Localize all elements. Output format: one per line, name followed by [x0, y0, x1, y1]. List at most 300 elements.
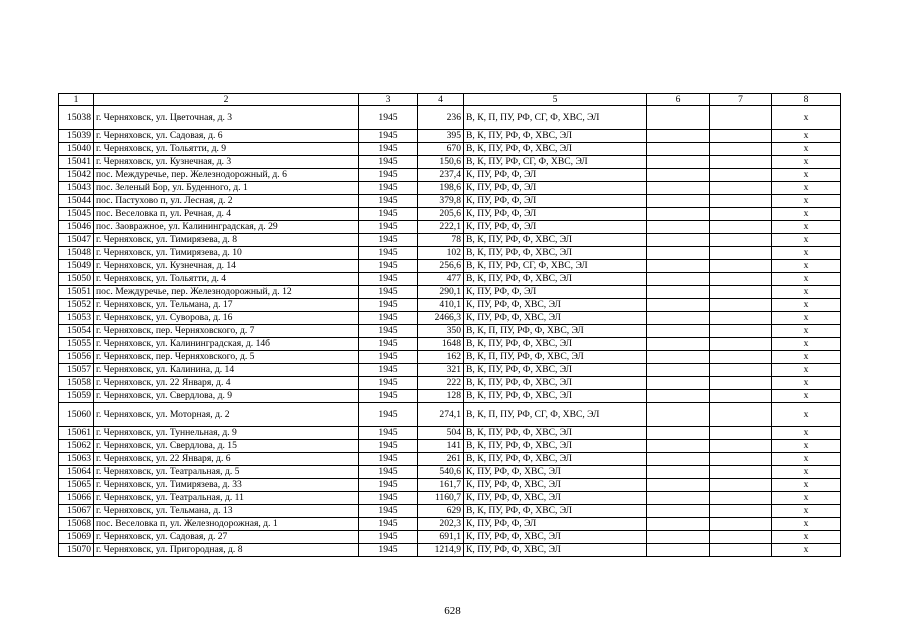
utilities-cell: В, К, ПУ, РФ, Ф, ХВС, ЭЛ: [464, 130, 647, 143]
row-number: 15043: [59, 182, 94, 195]
address-cell: пос. Зеленый Бор, ул. Буденного, д. 1: [94, 182, 359, 195]
row-number: 15069: [59, 531, 94, 544]
address-cell: г. Черняховск, ул. Цветочная, д. 3: [94, 106, 359, 130]
row-number: 15065: [59, 479, 94, 492]
mark-cell: x: [772, 364, 841, 377]
row-number: 15050: [59, 273, 94, 286]
area-cell: 141: [418, 440, 464, 453]
column-6-cell: [647, 208, 710, 221]
column-6-cell: [647, 286, 710, 299]
column-6-cell: [647, 221, 710, 234]
address-cell: г. Черняховск, ул. 22 Января, д. 4: [94, 377, 359, 390]
area-cell: 205,6: [418, 208, 464, 221]
column-7-cell: [710, 143, 772, 156]
year-cell: 1945: [359, 130, 418, 143]
table-row: [59, 286, 841, 299]
column-6-cell: [647, 106, 710, 130]
year-cell: 1945: [359, 453, 418, 466]
row-number: 15068: [59, 518, 94, 531]
utilities-cell: В, К, ПУ, РФ, Ф, ХВС, ЭЛ: [464, 273, 647, 286]
year-cell: 1945: [359, 403, 418, 427]
column-7-cell: [710, 492, 772, 505]
table-row: [59, 338, 841, 351]
area-cell: 2466,3: [418, 312, 464, 325]
utilities-cell: К, ПУ, РФ, Ф, ЭЛ: [464, 208, 647, 221]
year-cell: 1945: [359, 364, 418, 377]
address-cell: г. Черняховск, ул. Тимирязева, д. 33: [94, 479, 359, 492]
mark-cell: x: [772, 130, 841, 143]
utilities-cell: В, К, ПУ, РФ, Ф, ХВС, ЭЛ: [464, 377, 647, 390]
column-7-cell: [710, 106, 772, 130]
area-cell: 504: [418, 427, 464, 440]
mark-cell: x: [772, 143, 841, 156]
column-6-cell: [647, 440, 710, 453]
table-row: [59, 221, 841, 234]
table-row: [59, 518, 841, 531]
area-cell: 274,1: [418, 403, 464, 427]
address-cell: г. Черняховск, ул. Калинина, д. 14: [94, 364, 359, 377]
utilities-cell: В, К, П, ПУ, РФ, Ф, ХВС, ЭЛ: [464, 351, 647, 364]
mark-cell: x: [772, 182, 841, 195]
year-cell: 1945: [359, 390, 418, 403]
area-cell: 1214,9: [418, 544, 464, 557]
table-row: [59, 169, 841, 182]
table-row: [59, 505, 841, 518]
mark-cell: x: [772, 234, 841, 247]
address-cell: г. Черняховск, ул. Театральная, д. 5: [94, 466, 359, 479]
column-6-cell: [647, 247, 710, 260]
utilities-cell: В, К, П, ПУ, РФ, СГ, Ф, ХВС, ЭЛ: [464, 403, 647, 427]
row-number: 15041: [59, 156, 94, 169]
column-7-cell: [710, 466, 772, 479]
mark-cell: x: [772, 106, 841, 130]
address-cell: пос. Веселовка п, ул. Речная, д. 4: [94, 208, 359, 221]
year-cell: 1945: [359, 169, 418, 182]
table-row: [59, 247, 841, 260]
table-row: [59, 182, 841, 195]
year-cell: 1945: [359, 351, 418, 364]
address-cell: г. Черняховск, ул. Тимирязева, д. 10: [94, 247, 359, 260]
address-cell: пос. Пастухово п, ул. Лесная, д. 2: [94, 195, 359, 208]
column-7-cell: [710, 182, 772, 195]
column-header-6: 6: [647, 94, 710, 106]
area-cell: 202,3: [418, 518, 464, 531]
mark-cell: x: [772, 544, 841, 557]
utilities-cell: В, К, ПУ, РФ, Ф, ХВС, ЭЛ: [464, 440, 647, 453]
row-number: 15048: [59, 247, 94, 260]
table-body: [59, 106, 841, 557]
utilities-cell: К, ПУ, РФ, Ф, ХВС, ЭЛ: [464, 312, 647, 325]
address-cell: г. Черняховск, ул. Пригородная, д. 8: [94, 544, 359, 557]
column-6-cell: [647, 299, 710, 312]
year-cell: 1945: [359, 221, 418, 234]
mark-cell: x: [772, 453, 841, 466]
column-7-cell: [710, 440, 772, 453]
year-cell: 1945: [359, 182, 418, 195]
mark-cell: x: [772, 351, 841, 364]
column-6-cell: [647, 403, 710, 427]
column-6-cell: [647, 479, 710, 492]
mark-cell: x: [772, 312, 841, 325]
table-row: [59, 440, 841, 453]
column-7-cell: [710, 403, 772, 427]
area-cell: 290,1: [418, 286, 464, 299]
area-cell: 261: [418, 453, 464, 466]
table-row: [59, 466, 841, 479]
address-cell: г. Черняховск, ул. Суворова, д. 16: [94, 312, 359, 325]
mark-cell: x: [772, 427, 841, 440]
table-row: [59, 299, 841, 312]
column-6-cell: [647, 531, 710, 544]
column-7-cell: [710, 531, 772, 544]
mark-cell: x: [772, 195, 841, 208]
table-row: [59, 195, 841, 208]
address-cell: г. Черняховск, ул. Туннельная, д. 9: [94, 427, 359, 440]
column-6-cell: [647, 505, 710, 518]
column-7-cell: [710, 364, 772, 377]
table-row: [59, 312, 841, 325]
column-7-cell: [710, 325, 772, 338]
column-6-cell: [647, 234, 710, 247]
address-cell: г. Черняховск, ул. Тимирязева, д. 8: [94, 234, 359, 247]
table-row: [59, 390, 841, 403]
column-6-cell: [647, 195, 710, 208]
year-cell: 1945: [359, 544, 418, 557]
address-cell: г. Черняховск, ул. Свердлова, д. 9: [94, 390, 359, 403]
mark-cell: x: [772, 479, 841, 492]
address-cell: г. Черняховск, ул. Садовая, д. 27: [94, 531, 359, 544]
row-number: 15038: [59, 106, 94, 130]
area-cell: 410,1: [418, 299, 464, 312]
area-cell: 198,6: [418, 182, 464, 195]
column-6-cell: [647, 273, 710, 286]
column-7-cell: [710, 518, 772, 531]
mark-cell: x: [772, 505, 841, 518]
column-header-4: 4: [418, 94, 464, 106]
year-cell: 1945: [359, 156, 418, 169]
area-cell: 162: [418, 351, 464, 364]
mark-cell: x: [772, 390, 841, 403]
address-cell: г. Черняховск, ул. Тельмана, д. 13: [94, 505, 359, 518]
column-6-cell: [647, 390, 710, 403]
utilities-cell: В, К, П, ПУ, РФ, СГ, Ф, ХВС, ЭЛ: [464, 106, 647, 130]
area-cell: 1648: [418, 338, 464, 351]
mark-cell: x: [772, 169, 841, 182]
table-row: [59, 325, 841, 338]
row-number: 15062: [59, 440, 94, 453]
table-row: [59, 351, 841, 364]
table-row: [59, 492, 841, 505]
year-cell: 1945: [359, 299, 418, 312]
mark-cell: x: [772, 299, 841, 312]
area-cell: 236: [418, 106, 464, 130]
row-number: 15070: [59, 544, 94, 557]
utilities-cell: В, К, ПУ, РФ, Ф, ХВС, ЭЛ: [464, 247, 647, 260]
column-header-5: 5: [464, 94, 647, 106]
column-6-cell: [647, 169, 710, 182]
mark-cell: x: [772, 247, 841, 260]
utilities-cell: К, ПУ, РФ, Ф, ЭЛ: [464, 221, 647, 234]
mark-cell: x: [772, 377, 841, 390]
column-header-8: 8: [772, 94, 841, 106]
area-cell: 161,7: [418, 479, 464, 492]
row-number: 15039: [59, 130, 94, 143]
address-cell: г. Черняховск, ул. Тельмана, д. 17: [94, 299, 359, 312]
row-number: 15067: [59, 505, 94, 518]
column-7-cell: [710, 351, 772, 364]
column-6-cell: [647, 518, 710, 531]
column-6-cell: [647, 544, 710, 557]
year-cell: 1945: [359, 531, 418, 544]
year-cell: 1945: [359, 479, 418, 492]
mark-cell: x: [772, 286, 841, 299]
address-cell: пос. Междуречье, пер. Железнодорожный, д. 12: [94, 286, 359, 299]
table-row: [59, 156, 841, 169]
year-cell: 1945: [359, 440, 418, 453]
year-cell: 1945: [359, 260, 418, 273]
column-7-cell: [710, 169, 772, 182]
utilities-cell: В, К, ПУ, РФ, СГ, Ф, ХВС, ЭЛ: [464, 156, 647, 169]
column-6-cell: [647, 182, 710, 195]
column-7-cell: [710, 286, 772, 299]
year-cell: 1945: [359, 505, 418, 518]
row-number: 15045: [59, 208, 94, 221]
column-7-cell: [710, 247, 772, 260]
utilities-cell: В, К, ПУ, РФ, Ф, ХВС, ЭЛ: [464, 338, 647, 351]
address-cell: г. Черняховск, ул. Моторная, д. 2: [94, 403, 359, 427]
table-row: [59, 427, 841, 440]
year-cell: 1945: [359, 195, 418, 208]
row-number: 15042: [59, 169, 94, 182]
column-7-cell: [710, 312, 772, 325]
mark-cell: x: [772, 403, 841, 427]
year-cell: 1945: [359, 273, 418, 286]
row-number: 15059: [59, 390, 94, 403]
mark-cell: x: [772, 466, 841, 479]
address-cell: г. Черняховск, пер. Черняховского, д. 7: [94, 325, 359, 338]
year-cell: 1945: [359, 143, 418, 156]
area-cell: 222,1: [418, 221, 464, 234]
mark-cell: x: [772, 338, 841, 351]
area-cell: 237,4: [418, 169, 464, 182]
column-6-cell: [647, 364, 710, 377]
area-cell: 102: [418, 247, 464, 260]
area-cell: 670: [418, 143, 464, 156]
utilities-cell: В, К, ПУ, РФ, СГ, Ф, ХВС, ЭЛ: [464, 260, 647, 273]
column-header-7: 7: [710, 94, 772, 106]
column-7-cell: [710, 544, 772, 557]
mark-cell: x: [772, 156, 841, 169]
year-cell: 1945: [359, 312, 418, 325]
header-row: [59, 94, 841, 106]
address-cell: г. Черняховск, ул. Тольятти, д. 9: [94, 143, 359, 156]
year-cell: 1945: [359, 377, 418, 390]
mark-cell: x: [772, 325, 841, 338]
row-number: 15066: [59, 492, 94, 505]
area-cell: 222: [418, 377, 464, 390]
column-6-cell: [647, 156, 710, 169]
column-7-cell: [710, 377, 772, 390]
area-cell: 350: [418, 325, 464, 338]
address-cell: г. Черняховск, ул. Кузнечная, д. 3: [94, 156, 359, 169]
address-cell: г. Черняховск, ул. Кузнечная, д. 14: [94, 260, 359, 273]
column-7-cell: [710, 453, 772, 466]
row-number: 15049: [59, 260, 94, 273]
year-cell: 1945: [359, 518, 418, 531]
column-7-cell: [710, 221, 772, 234]
column-6-cell: [647, 130, 710, 143]
mark-cell: x: [772, 260, 841, 273]
column-6-cell: [647, 143, 710, 156]
utilities-cell: К, ПУ, РФ, Ф, ЭЛ: [464, 182, 647, 195]
utilities-cell: К, ПУ, РФ, Ф, ЭЛ: [464, 518, 647, 531]
year-cell: 1945: [359, 325, 418, 338]
table-row: [59, 130, 841, 143]
mark-cell: x: [772, 208, 841, 221]
utilities-cell: К, ПУ, РФ, Ф, ЭЛ: [464, 169, 647, 182]
column-6-cell: [647, 427, 710, 440]
table-row: [59, 208, 841, 221]
column-header-3: 3: [359, 94, 418, 106]
address-cell: пос. Междуречье, пер. Железнодорожный, д. 6: [94, 169, 359, 182]
row-number: 15056: [59, 351, 94, 364]
mark-cell: x: [772, 492, 841, 505]
year-cell: 1945: [359, 466, 418, 479]
table-row: [59, 377, 841, 390]
area-cell: 540,6: [418, 466, 464, 479]
table-row: [59, 273, 841, 286]
address-cell: пос. Веселовка п, ул. Железнодорожная, д. 1: [94, 518, 359, 531]
column-7-cell: [710, 338, 772, 351]
row-number: 15060: [59, 403, 94, 427]
column-6-cell: [647, 492, 710, 505]
column-7-cell: [710, 156, 772, 169]
row-number: 15057: [59, 364, 94, 377]
mark-cell: x: [772, 518, 841, 531]
table-row: [59, 364, 841, 377]
utilities-cell: В, К, ПУ, РФ, Ф, ХВС, ЭЛ: [464, 143, 647, 156]
area-cell: 395: [418, 130, 464, 143]
year-cell: 1945: [359, 427, 418, 440]
utilities-cell: К, ПУ, РФ, Ф, ХВС, ЭЛ: [464, 466, 647, 479]
area-cell: 691,1: [418, 531, 464, 544]
column-7-cell: [710, 208, 772, 221]
area-cell: 477: [418, 273, 464, 286]
area-cell: 256,6: [418, 260, 464, 273]
address-cell: пос. Заовражное, ул. Калининградская, д. 29: [94, 221, 359, 234]
column-6-cell: [647, 453, 710, 466]
address-cell: г. Черняховск, пер. Черняховского, д. 5: [94, 351, 359, 364]
address-cell: г. Черняховск, ул. Калининградская, д. 14б: [94, 338, 359, 351]
column-7-cell: [710, 273, 772, 286]
area-cell: 128: [418, 390, 464, 403]
row-number: 15044: [59, 195, 94, 208]
column-7-cell: [710, 479, 772, 492]
year-cell: 1945: [359, 208, 418, 221]
column-7-cell: [710, 505, 772, 518]
utilities-cell: В, К, ПУ, РФ, Ф, ХВС, ЭЛ: [464, 505, 647, 518]
year-cell: 1945: [359, 492, 418, 505]
mark-cell: x: [772, 221, 841, 234]
utilities-cell: К, ПУ, РФ, Ф, ХВС, ЭЛ: [464, 299, 647, 312]
utilities-cell: В, К, ПУ, РФ, Ф, ХВС, ЭЛ: [464, 364, 647, 377]
area-cell: 78: [418, 234, 464, 247]
utilities-cell: К, ПУ, РФ, Ф, ЭЛ: [464, 286, 647, 299]
column-7-cell: [710, 195, 772, 208]
table-row: [59, 531, 841, 544]
column-6-cell: [647, 338, 710, 351]
column-header-1: 1: [59, 94, 94, 106]
buildings-table: [58, 93, 841, 557]
table-row: [59, 260, 841, 273]
row-number: 15064: [59, 466, 94, 479]
utilities-cell: В, К, П, ПУ, РФ, Ф, ХВС, ЭЛ: [464, 325, 647, 338]
column-7-cell: [710, 234, 772, 247]
utilities-cell: К, ПУ, РФ, Ф, ХВС, ЭЛ: [464, 531, 647, 544]
row-number: 15058: [59, 377, 94, 390]
year-cell: 1945: [359, 286, 418, 299]
utilities-cell: В, К, ПУ, РФ, Ф, ХВС, ЭЛ: [464, 453, 647, 466]
column-6-cell: [647, 312, 710, 325]
utilities-cell: К, ПУ, РФ, Ф, ХВС, ЭЛ: [464, 544, 647, 557]
column-6-cell: [647, 351, 710, 364]
table-row: [59, 479, 841, 492]
table-row: [59, 403, 841, 427]
area-cell: 379,8: [418, 195, 464, 208]
row-number: 15040: [59, 143, 94, 156]
area-cell: 1160,7: [418, 492, 464, 505]
table-row: [59, 143, 841, 156]
page-number: 628: [444, 605, 461, 617]
column-7-cell: [710, 390, 772, 403]
utilities-cell: В, К, ПУ, РФ, Ф, ХВС, ЭЛ: [464, 427, 647, 440]
area-cell: 629: [418, 505, 464, 518]
column-6-cell: [647, 466, 710, 479]
column-6-cell: [647, 377, 710, 390]
table-row: [59, 453, 841, 466]
column-7-cell: [710, 427, 772, 440]
row-number: 15055: [59, 338, 94, 351]
row-number: 15063: [59, 453, 94, 466]
year-cell: 1945: [359, 247, 418, 260]
row-number: 15052: [59, 299, 94, 312]
mark-cell: x: [772, 273, 841, 286]
address-cell: г. Черняховск, ул. Театральная, д. 11: [94, 492, 359, 505]
utilities-cell: К, ПУ, РФ, Ф, ЭЛ: [464, 195, 647, 208]
table-row: [59, 106, 841, 130]
column-7-cell: [710, 299, 772, 312]
address-cell: г. Черняховск, ул. 22 Января, д. 6: [94, 453, 359, 466]
row-number: 15061: [59, 427, 94, 440]
address-cell: г. Черняховск, ул. Садовая, д. 6: [94, 130, 359, 143]
table-row: [59, 234, 841, 247]
row-number: 15051: [59, 286, 94, 299]
column-6-cell: [647, 325, 710, 338]
row-number: 15053: [59, 312, 94, 325]
area-cell: 321: [418, 364, 464, 377]
mark-cell: x: [772, 440, 841, 453]
column-6-cell: [647, 260, 710, 273]
year-cell: 1945: [359, 338, 418, 351]
year-cell: 1945: [359, 106, 418, 130]
row-number: 15054: [59, 325, 94, 338]
column-7-cell: [710, 130, 772, 143]
row-number: 15046: [59, 221, 94, 234]
table-row: [59, 544, 841, 557]
column-7-cell: [710, 260, 772, 273]
mark-cell: x: [772, 531, 841, 544]
row-number: 15047: [59, 234, 94, 247]
